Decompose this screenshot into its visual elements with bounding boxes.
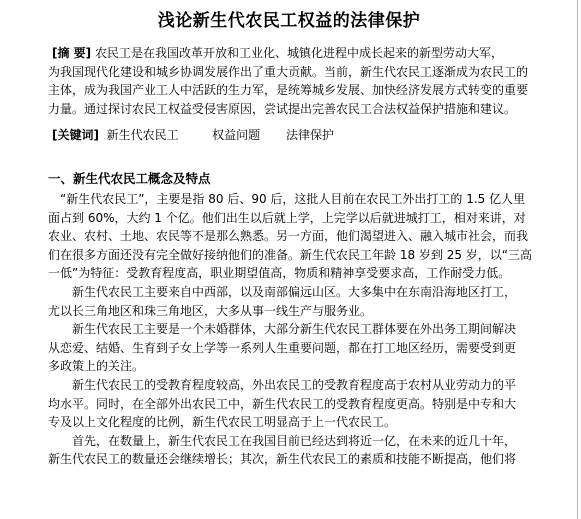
abstract-line: 为我国现代化建设和城乡协调发展作出了重大贡献。当前，新生代农民工逐渐成为农民工的 <box>48 64 529 79</box>
abstract-block <box>48 44 564 118</box>
paragraph-line: 面占到 60%，大约 1 个亿。他们出生以后就上学，上完学以后就进城打工，相对来讲，对 <box>48 210 526 225</box>
paragraph-line: 专及以上文化程度的比例，新生代农民工明显高于上一代农民工。 <box>48 415 397 430</box>
abstract-line: 力量。通过探讨农民工权益受侵害原因，尝试提出完善农民工合法权益保护措施和建议。 <box>48 101 517 116</box>
keyword-item: 法律保护 <box>285 128 334 142</box>
paragraph-line: 从恋爱、结婚、生育到子女上学等一系列人生重要问题，都在打工地区经历，需要受到更 <box>48 340 517 355</box>
keywords-block <box>52 126 356 144</box>
paragraph-line: 新生代农民工的受教育程度较高，外出农民工的受教育程度高于农村从业劳动力的平 <box>72 377 517 392</box>
paragraph-line: 尤以长三角地区和珠三角地区，大多从事一线生产与服务业。 <box>48 303 373 318</box>
paragraph-line: 们在很多方面还没有完全做好接纳他们的准备。新生代农民工年龄 18 岁到 25 岁，以“三高 <box>48 247 533 262</box>
abstract-line: 主体，成为我国产业工人中活跃的生力军，是统筹城乡发展、加快经济发展方式转变的重要 <box>48 83 529 97</box>
keywords-label: [关键词] <box>52 128 99 142</box>
keyword-item: 权益问题 <box>212 128 261 142</box>
keyword-item: 新生代农民工 <box>106 128 179 142</box>
section-heading: 一、新生代农民工概念及特点 <box>48 171 211 186</box>
paragraph-line: 新生代农民工主要是一个未婚群体，大部分新生代农民工群体要在外出务工期间解决 <box>72 322 517 337</box>
abstract-line <box>48 44 564 63</box>
paragraph-line: 多政策上的关注。 <box>48 359 145 374</box>
paragraph-line: 均水平。同时，在全部外出农民工中，新生代农民工的受教育程度更高。特别是中专和大 <box>48 396 517 411</box>
paragraph-line: 农业、农村、土地、农民等不是那么熟悉。另一方面，他们渴望进入、融入城市社会，而我 <box>48 229 529 244</box>
document-title: 浅论新生代农民工权益的法律保护 <box>157 11 421 31</box>
body-text <box>48 190 572 469</box>
abstract-label: [摘 要] <box>52 46 92 60</box>
paragraph-line: 一低”为特征：受教育程度高，职业期望值高，物质和精神享受要求高，工作耐受力低。 <box>48 266 511 281</box>
paragraph-line: 新生代农民工主要来自中西部，以及南部偏远山区。大多集中在东南沿海地区打工， <box>72 284 517 299</box>
abstract-line-text: 农民工是在我国改革开放和工业化、城镇化进程中成长起来的新型劳动大军， <box>94 46 503 60</box>
paragraph-line: “新生代农民工”，主要是指 80 后、90 后，这批人目前在农民工外出打工的 1.5 亿人里 <box>60 192 526 206</box>
paragraph-line: 首先，在数量上，新生代农民工在我国目前已经达到将近一亿，在未来的近几十年， <box>72 433 517 448</box>
paragraph-line: 新生代农民工的数量还会继续增长；其次，新生代农民工的素质和技能不断提高，他们将 <box>48 452 517 467</box>
